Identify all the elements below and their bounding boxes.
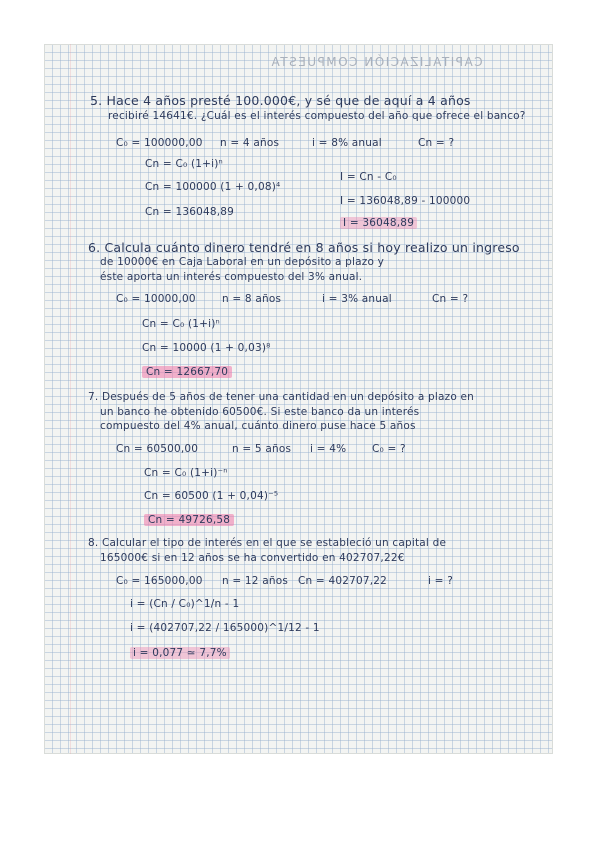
problem-8-data-n: n = 12 años <box>222 575 289 587</box>
problem-5-side-step-1: I = Cn - C₀ <box>340 171 397 183</box>
problem-6-data-cn: Cn = ? <box>432 293 469 305</box>
problem-6-statement-line-2: de 10000€ en Caja Laboral en un depósito a plazo y <box>100 256 385 268</box>
problem-8-data-c0: C₀ = 165000,00 <box>116 575 203 587</box>
problem-5-data-c0: C₀ = 100000,00 <box>116 137 203 149</box>
problem-7-statement-line-1: 7. Después de 5 años de tener una cantidad en un depósito a plazo en <box>88 391 475 403</box>
problem-5-step-3: Cn = 136048,89 <box>145 206 235 218</box>
problem-7-step-2: Cn = 60500 (1 + 0,04)⁻⁵ <box>144 490 279 502</box>
problem-7-data-i: i = 4% <box>310 443 347 455</box>
problem-6-statement-line-3: éste aporta un interés compuesto del 3% anual. <box>100 271 363 283</box>
problem-8-statement-line-1: 8. Calcular el tipo de interés en el que se estableció un capital de <box>88 537 447 549</box>
problem-8-data-cn: Cn = 402707,22 <box>298 575 388 587</box>
problem-6-result: Cn = 12667,70 <box>142 366 232 378</box>
problem-5-statement-line-2: recibiré 14641€. ¿Cuál es el interés compuesto del año que ofrece el banco? <box>108 110 526 122</box>
problem-8-step-1: i = (Cn / C₀)^1/n - 1 <box>130 598 240 610</box>
problem-8-result: i = 0,077 ≃ 7,7% <box>130 647 230 659</box>
problem-7-data-c0: C₀ = ? <box>372 443 406 455</box>
problem-8-statement-line-2: 165000€ si en 12 años se ha convertido en 402707,22€ <box>100 552 405 564</box>
page-header: CAPITALIZACIÓN COMPUESTA <box>270 55 483 69</box>
problem-6-data-c0: C₀ = 10000,00 <box>116 293 196 305</box>
problem-6-data-i: i = 3% anual <box>322 293 392 305</box>
problem-5-step-2: Cn = 100000 (1 + 0,08)⁴ <box>145 181 281 193</box>
problem-5-data-n: n = 4 años <box>220 137 280 149</box>
problem-5-data-cn: Cn = ? <box>418 137 455 149</box>
problem-8-data-i: i = ? <box>428 575 453 587</box>
problem-5-result: I = 36048,89 <box>340 217 417 229</box>
problem-5-data-i: i = 8% anual <box>312 137 382 149</box>
problem-7-data-n: n = 5 años <box>232 443 292 455</box>
margin-line <box>70 44 71 754</box>
problem-6-data-n: n = 8 años <box>222 293 282 305</box>
problem-6-step-2: Cn = 10000 (1 + 0,03)⁸ <box>142 342 271 354</box>
problem-5-side-step-2: I = 136048,89 - 100000 <box>340 195 471 207</box>
problem-7-data-cn: Cn = 60500,00 <box>116 443 199 455</box>
problem-8-step-2: i = (402707,22 / 165000)^1/12 - 1 <box>130 622 320 634</box>
problem-7-statement-line-2: un banco he obtenido 60500€. Si este banco da un interés <box>100 406 420 418</box>
problem-6-step-1: Cn = C₀ (1+i)ⁿ <box>142 318 220 330</box>
problem-5-statement-line-1: 5. Hace 4 años presté 100.000€, y sé que de aquí a 4 años <box>90 93 471 108</box>
problem-7-result: Cn = 49726,58 <box>144 514 234 526</box>
problem-7-step-1: Cn = C₀ (1+i)⁻ⁿ <box>144 467 228 479</box>
problem-5-step-1: Cn = C₀ (1+i)ⁿ <box>145 158 223 170</box>
problem-7-statement-line-3: compuesto del 4% anual, cuánto dinero puse hace 5 años <box>100 420 416 432</box>
problem-6-statement-line-1: 6. Calcula cuánto dinero tendré en 8 años si hoy realizo un ingreso <box>88 240 520 255</box>
